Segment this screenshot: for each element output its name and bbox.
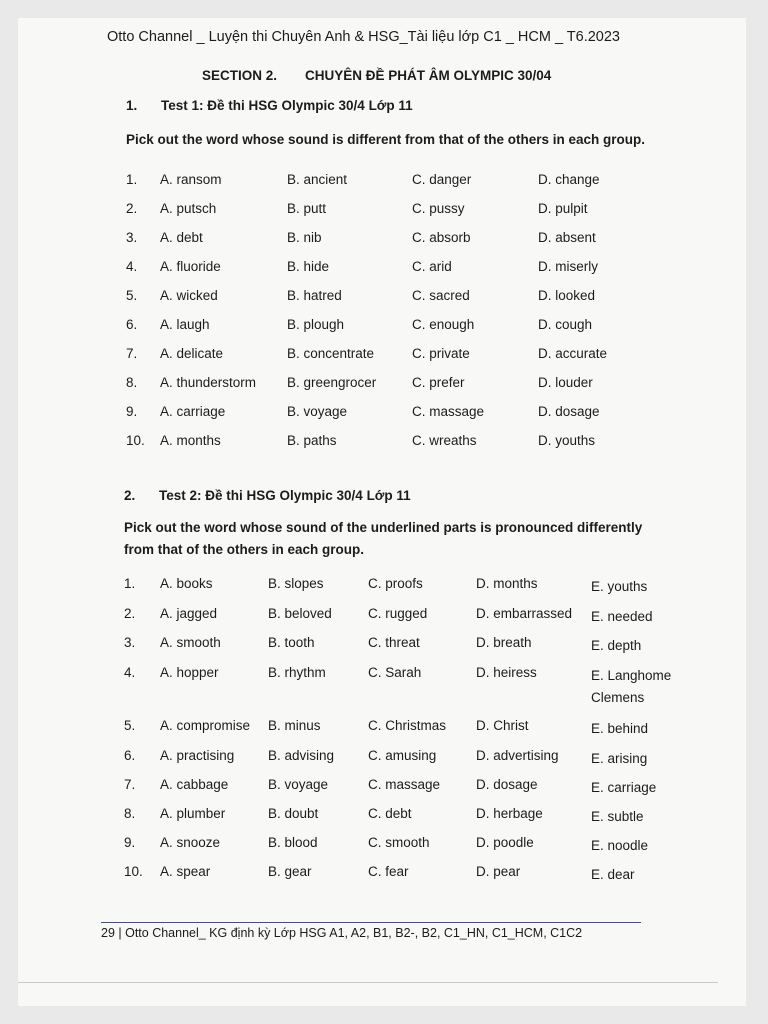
test2-title-text: Test 2: Đề thi HSG Olympic 30/4 Lớp 11 (159, 488, 411, 503)
page-footer: 29 | Otto Channel_ KG định kỳ Lớp HSG A1, A2, B1, B2-, B2, C1_HN, C1_HCM, C1C2 (101, 926, 583, 940)
answer-option: A. laugh (160, 317, 210, 332)
section-label: SECTION 2. (202, 68, 278, 83)
answer-option: A. snooze (160, 835, 221, 850)
test1-title (126, 98, 413, 113)
answer-option: A. plumber (160, 806, 226, 821)
answer-option: B. voyage (287, 404, 348, 419)
question-number: 4. (126, 259, 138, 274)
answer-option: C. arid (412, 259, 452, 274)
answer-option: A. wicked (160, 288, 218, 303)
answer-option: D. dosage (538, 404, 600, 419)
answer-option: B. tooth (268, 635, 315, 650)
answer-option: C. proofs (368, 576, 423, 591)
answer-option: D. looked (538, 288, 596, 303)
answer-option: D. pear (476, 864, 521, 879)
question-number: 1. (124, 576, 136, 591)
question-number: 3. (126, 230, 138, 245)
question-number: 3. (124, 635, 136, 650)
question-number: 5. (124, 718, 136, 733)
test2-instruction-line2: from that of the others in each group. (124, 542, 365, 557)
answer-option: D. Christ (476, 718, 529, 733)
answer-option: E. behind (591, 721, 649, 736)
answer-option: A. ransom (160, 172, 222, 187)
answer-option: B. nib (287, 230, 322, 245)
answer-option: E. arising (591, 751, 648, 766)
answer-option: C. threat (368, 635, 420, 650)
question-number: 1. (126, 172, 138, 187)
answer-option: D. embarrassed (476, 606, 573, 621)
answer-option: E. carriage (591, 780, 657, 795)
answer-option: B. advising (268, 748, 335, 763)
answer-option: D. accurate (538, 346, 608, 361)
answer-option: D. louder (538, 375, 593, 390)
answer-option: B. gear (268, 864, 312, 879)
answer-option: B. minus (268, 718, 321, 733)
answer-option: C. amusing (368, 748, 437, 763)
answer-option: B. hatred (287, 288, 342, 303)
answer-option: D. cough (538, 317, 593, 332)
page-header: Otto Channel _ Luyện thi Chuyên Anh & HSG_Tài liệu lớp C1 _ HCM _ T6.2023 (107, 29, 621, 45)
answer-option: D. advertising (476, 748, 559, 763)
question-number: 6. (126, 317, 138, 332)
answer-option: E. noodle (591, 838, 649, 853)
answer-option: E. subtle (591, 809, 644, 824)
test2-title (124, 488, 411, 503)
answer-option: C. wreaths (412, 433, 477, 448)
test1-title-text: Test 1: Đề thi HSG Olympic 30/4 Lớp 11 (161, 98, 413, 113)
answer-option: D. change (538, 172, 600, 187)
question-number: 10. (124, 864, 143, 879)
answer-option: C. enough (412, 317, 475, 332)
answer-option: C. massage (412, 404, 485, 419)
question-number: 2. (126, 201, 138, 216)
answer-option: B. putt (287, 201, 327, 216)
answer-option: A. delicate (160, 346, 224, 361)
answer-option: E. dear (591, 867, 635, 882)
answer-option: A. thunderstorm (160, 375, 257, 390)
test1-instruction: Pick out the word whose sound is different from that of the others in each group. (126, 132, 646, 147)
answer-option: A. putsch (160, 201, 217, 216)
answer-option: C. massage (368, 777, 441, 792)
page-bottom-edge (18, 982, 718, 983)
answer-option: A. fluoride (160, 259, 221, 274)
test1-number: 1. (126, 98, 138, 113)
answer-option: A. smooth (160, 635, 221, 650)
section-heading (202, 68, 551, 83)
question-number: 5. (126, 288, 138, 303)
answer-option: E. Langhome Clemens (591, 668, 672, 705)
document-page (18, 18, 746, 1006)
answer-option: D. months (476, 576, 538, 591)
answer-option: B. ancient (287, 172, 348, 187)
answer-option: D. herbage (476, 806, 543, 821)
answer-option: D. absent (538, 230, 596, 245)
answer-option: A. carriage (160, 404, 226, 419)
answer-option: A. practising (160, 748, 235, 763)
answer-option: C. Christmas (368, 718, 447, 733)
question-number: 8. (126, 375, 138, 390)
question-number: 9. (124, 835, 136, 850)
answer-option: B. blood (268, 835, 318, 850)
answer-option: B. plough (287, 317, 345, 332)
question-number: 2. (124, 606, 136, 621)
answer-option: A. cabbage (160, 777, 229, 792)
question-number: 6. (124, 748, 136, 763)
answer-option: C. fear (368, 864, 409, 879)
test2-instruction-line1: Pick out the word whose sound of the underlined parts is pronounced differently (124, 520, 643, 535)
question-number: 4. (124, 665, 136, 680)
answer-option: D. breath (476, 635, 532, 650)
answer-option: A. hopper (160, 665, 219, 680)
answer-option: D. heiress (476, 665, 537, 680)
answer-option: C. prefer (412, 375, 465, 390)
answer-option: A. compromise (160, 718, 251, 733)
answer-option: A. debt (160, 230, 203, 245)
answer-option: C. pussy (412, 201, 465, 216)
answer-option: B. voyage (268, 777, 329, 792)
answer-option: E. youths (591, 579, 648, 594)
answer-option: C. private (412, 346, 470, 361)
answer-option: D. miserly (538, 259, 598, 274)
question-number: 7. (126, 346, 138, 361)
answer-option: B. beloved (268, 606, 332, 621)
answer-option: D. pulpit (538, 201, 588, 216)
answer-option: B. hide (287, 259, 330, 274)
answer-option: B. concentrate (287, 346, 375, 361)
answer-option: B. greengrocer (287, 375, 377, 390)
answer-option: C. danger (412, 172, 472, 187)
answer-option: C. debt (368, 806, 412, 821)
answer-option: C. Sarah (368, 665, 422, 680)
section-title: CHUYÊN ĐỀ PHÁT ÂM OLYMPIC 30/04 (305, 68, 552, 83)
answer-option: A. spear (160, 864, 211, 879)
question-number: 8. (124, 806, 136, 821)
footer-divider (101, 922, 641, 923)
answer-option: A. jagged (160, 606, 218, 621)
answer-option: B. paths (287, 433, 337, 448)
question-number: 7. (124, 777, 136, 792)
answer-option: E. needed (591, 609, 653, 624)
answer-option: C. smooth (368, 835, 430, 850)
question-number: 10. (126, 433, 145, 448)
answer-option: A. months (160, 433, 221, 448)
answer-option: C. rugged (368, 606, 428, 621)
answer-option: B. slopes (268, 576, 324, 591)
answer-option: D. youths (538, 433, 596, 448)
question-number: 9. (126, 404, 138, 419)
answer-option: A. books (160, 576, 213, 591)
test2-instruction (124, 517, 642, 561)
answer-option: D. poodle (476, 835, 534, 850)
answer-option: C. absorb (412, 230, 471, 245)
test2-number: 2. (124, 488, 136, 503)
answer-option: B. rhythm (268, 665, 326, 680)
answer-option: B. doubt (268, 806, 319, 821)
answer-option: D. dosage (476, 777, 538, 792)
answer-option: C. sacred (412, 288, 470, 303)
answer-option: E. depth (591, 638, 642, 653)
